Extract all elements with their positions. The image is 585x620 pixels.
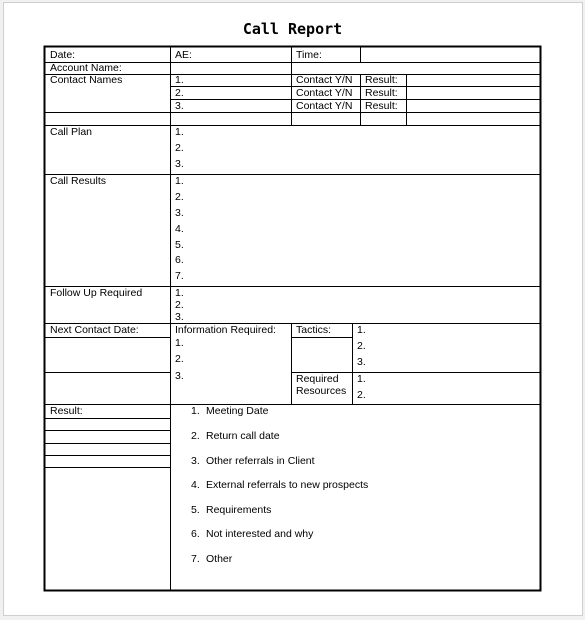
- tactics-label: Tactics:: [296, 324, 332, 336]
- call-results-label: Call Results: [50, 175, 107, 187]
- date-label: Date:: [50, 49, 76, 61]
- result-option-text: Other: [206, 553, 233, 565]
- call-results-item: 3.: [175, 207, 184, 219]
- information-required-item: 1.: [175, 337, 184, 349]
- information-required-label: Information Required:: [175, 324, 276, 336]
- contact-yn-label: Contact Y/N: [296, 87, 353, 99]
- result-label: Result:: [50, 405, 83, 417]
- required-resources-item: 1.: [357, 373, 366, 385]
- result-option-number: 6.: [191, 528, 200, 540]
- tactics-item: 3.: [357, 356, 366, 368]
- call-results-item: 4.: [175, 223, 184, 235]
- follow-up-item: 2.: [175, 299, 184, 311]
- result-option-number: 3.: [191, 455, 200, 467]
- information-required-item: 3.: [175, 370, 184, 382]
- account-name-label: Account Name:: [50, 62, 122, 74]
- tactics-item: 2.: [357, 340, 366, 352]
- result-option-text: External referrals to new prospects: [206, 479, 369, 491]
- call-results-item: 6.: [175, 254, 184, 266]
- contact-number: 2.: [175, 87, 184, 99]
- result-option-number: 1.: [191, 405, 200, 417]
- page-title: Call Report: [242, 20, 343, 38]
- result-option-number: 5.: [191, 504, 200, 516]
- contact-number: 3.: [175, 100, 184, 112]
- information-required-item: 2.: [175, 353, 184, 365]
- result-option-number: 7.: [191, 553, 200, 565]
- result-option-text: Other referrals in Client: [206, 455, 315, 467]
- call-plan-item: 1.: [175, 126, 184, 138]
- call-results-item: 5.: [175, 239, 184, 251]
- result-option-text: Requirements: [206, 504, 272, 516]
- call-results-item: 7.: [175, 270, 184, 282]
- result-option-text: Meeting Date: [206, 405, 269, 417]
- contact-yn-label: Contact Y/N: [296, 100, 353, 112]
- required-resources-item: 2.: [357, 389, 366, 401]
- result-option-text: Return call date: [206, 430, 280, 442]
- call-plan-label: Call Plan: [50, 126, 93, 138]
- contact-names-label: Contact Names: [50, 74, 123, 86]
- call-plan-item: 3.: [175, 158, 184, 170]
- call-results-item: 2.: [175, 191, 184, 203]
- result-option-text: Not interested and why: [206, 528, 314, 540]
- next-contact-date-label: Next Contact Date:: [50, 324, 139, 336]
- call-plan-item: 2.: [175, 142, 184, 154]
- required-resources-label: Required: [296, 373, 339, 385]
- required-resources-label: Resources: [296, 385, 347, 397]
- contact-result-label: Result:: [365, 100, 398, 112]
- follow-up-label: Follow Up Required: [50, 287, 143, 299]
- form-border: [45, 47, 541, 591]
- follow-up-item: 3.: [175, 311, 184, 323]
- time-label: Time:: [296, 49, 322, 61]
- call-results-item: 1.: [175, 175, 184, 187]
- tactics-item: 1.: [357, 324, 366, 336]
- contact-yn-label: Contact Y/N: [296, 74, 353, 86]
- ae-label: AE:: [175, 49, 192, 61]
- contact-number: 1.: [175, 74, 184, 86]
- contact-result-label: Result:: [365, 87, 398, 99]
- contact-result-label: Result:: [365, 74, 398, 86]
- result-option-number: 4.: [191, 479, 200, 491]
- result-option-number: 2.: [191, 430, 200, 442]
- follow-up-item: 1.: [175, 287, 184, 299]
